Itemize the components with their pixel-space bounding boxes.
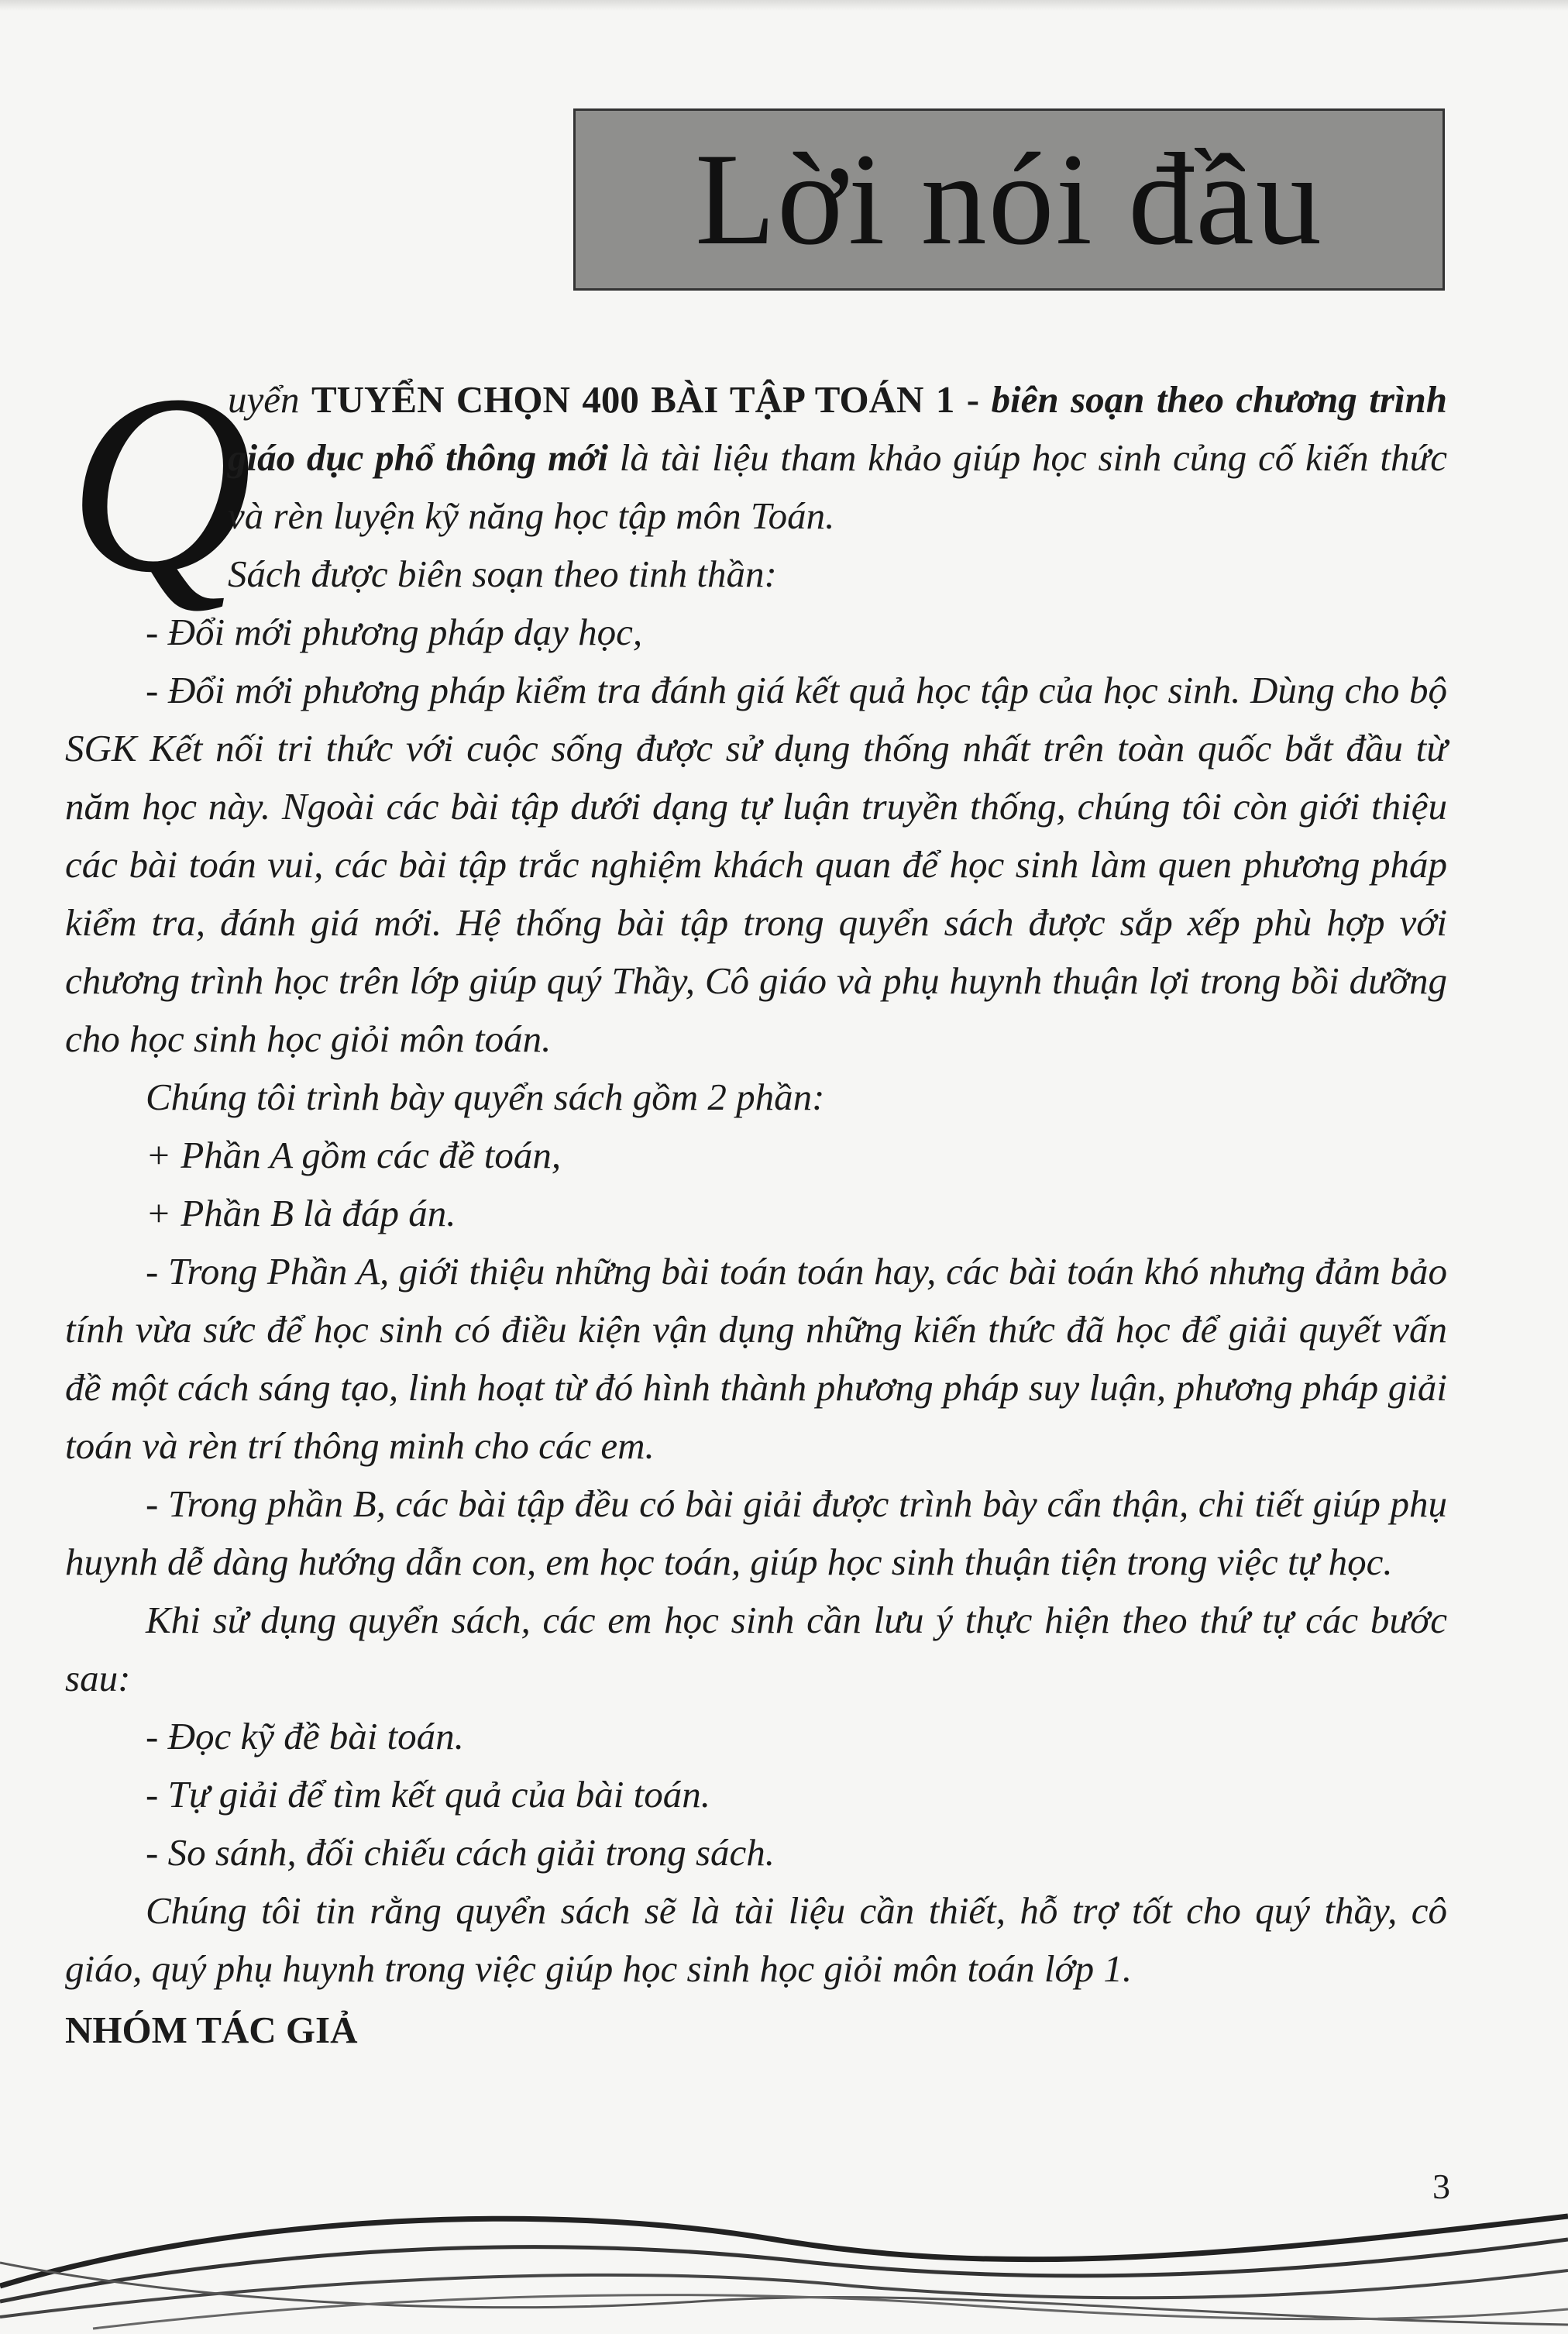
paragraph: Chúng tôi tin rằng quyển sách sẽ là tài liệu cần thiết, hỗ trợ tốt cho quý thầy, cô giáo, quý phụ huynh trong việc giúp học sinh học giỏi môn toán lớp 1. <box>65 1889 1447 1990</box>
page-number: 3 <box>1432 2167 1450 2206</box>
paragraph: Khi sử dụng quyển sách, các em học sinh cần lưu ý thực hiện theo thứ tự các bước sau: <box>65 1599 1447 1699</box>
footer-swoosh-ornament <box>0 2170 1568 2334</box>
paragraph: - So sánh, đối chiếu cách giải trong sách. <box>146 1831 775 1874</box>
intro-start: uyển <box>228 378 311 421</box>
intro-paragraph <box>65 370 1447 545</box>
paragraph: - Tự giải để tìm kết quả của bài toán. <box>146 1773 710 1816</box>
drop-cap-letter: Q <box>68 343 253 625</box>
paragraph: - Trong phần B, các bài tập đều có bài giải được trình bày cẩn thận, chi tiết giúp phụ huynh dễ dàng hướng dẫn con, em học toán, giúp học sinh thuận tiện trong việc tự học. <box>65 1482 1447 1583</box>
paragraph: - Đổi mới phương pháp dạy học, <box>146 611 643 653</box>
preface-body <box>65 370 1447 2059</box>
paragraph: Sách được biên soạn theo tinh thần: <box>228 553 777 595</box>
book-title: TUYỂN CHỌN 400 BÀI TẬP TOÁN 1 <box>311 378 955 421</box>
paragraph: - Đọc kỹ đề bài toán. <box>146 1715 464 1757</box>
page-top-edge <box>0 0 1568 11</box>
title-dash: - <box>954 378 992 421</box>
heading-banner <box>573 108 1445 291</box>
page-heading: Lời nói đầu <box>695 126 1323 272</box>
intro-rest: là tài liệu tham khảo giúp học sinh củng cố kiến thức và rèn luyện kỹ năng học tập môn Toán. <box>228 436 1447 537</box>
paragraph: - Trong Phần A, giới thiệu những bài toán toán hay, các bài toán khó nhưng đảm bảo tính vừa sức để học sinh có điều kiện vận dụng những kiến thức đã học để giải quyết vấn đề một cách sáng tạo, linh hoạt từ đó hình thành phương pháp suy luận, phương pháp giải toán và rèn trí thông minh cho các em. <box>65 1250 1447 1467</box>
curriculum-note: biên soạn theo chương trình giáo dục phổ thông mới <box>228 378 1448 479</box>
paragraph: Chúng tôi trình bày quyển sách gồm 2 phần: <box>146 1076 825 1118</box>
author-signature: NHÓM TÁC GIẢ <box>65 2009 358 2051</box>
paragraph: - Đổi mới phương pháp kiểm tra đánh giá kết quả học tập của học sinh. Dùng cho bộ SGK Kết nối tri thức với cuộc sống được sử dụng thống nhất trên toàn quốc bắt đầu từ năm học này. Ngoài các bài tập dưới dạng tự luận truyền thống, chúng tôi còn giới thiệu các bài toán vui, các bài tập trắc nghiệm khách quan để học sinh làm quen phương pháp kiểm tra, đánh giá mới. Hệ thống bài tập trong quyển sách được sắp xếp phù hợp với chương trình học trên lớp giúp quý Thầy, Cô giáo và phụ huynh thuận lợi trong bồi dưỡng cho học sinh học giỏi môn toán. <box>65 669 1447 1060</box>
paragraph: + Phần A gồm các đề toán, <box>146 1134 562 1176</box>
paragraph: + Phần B là đáp án. <box>146 1192 456 1234</box>
